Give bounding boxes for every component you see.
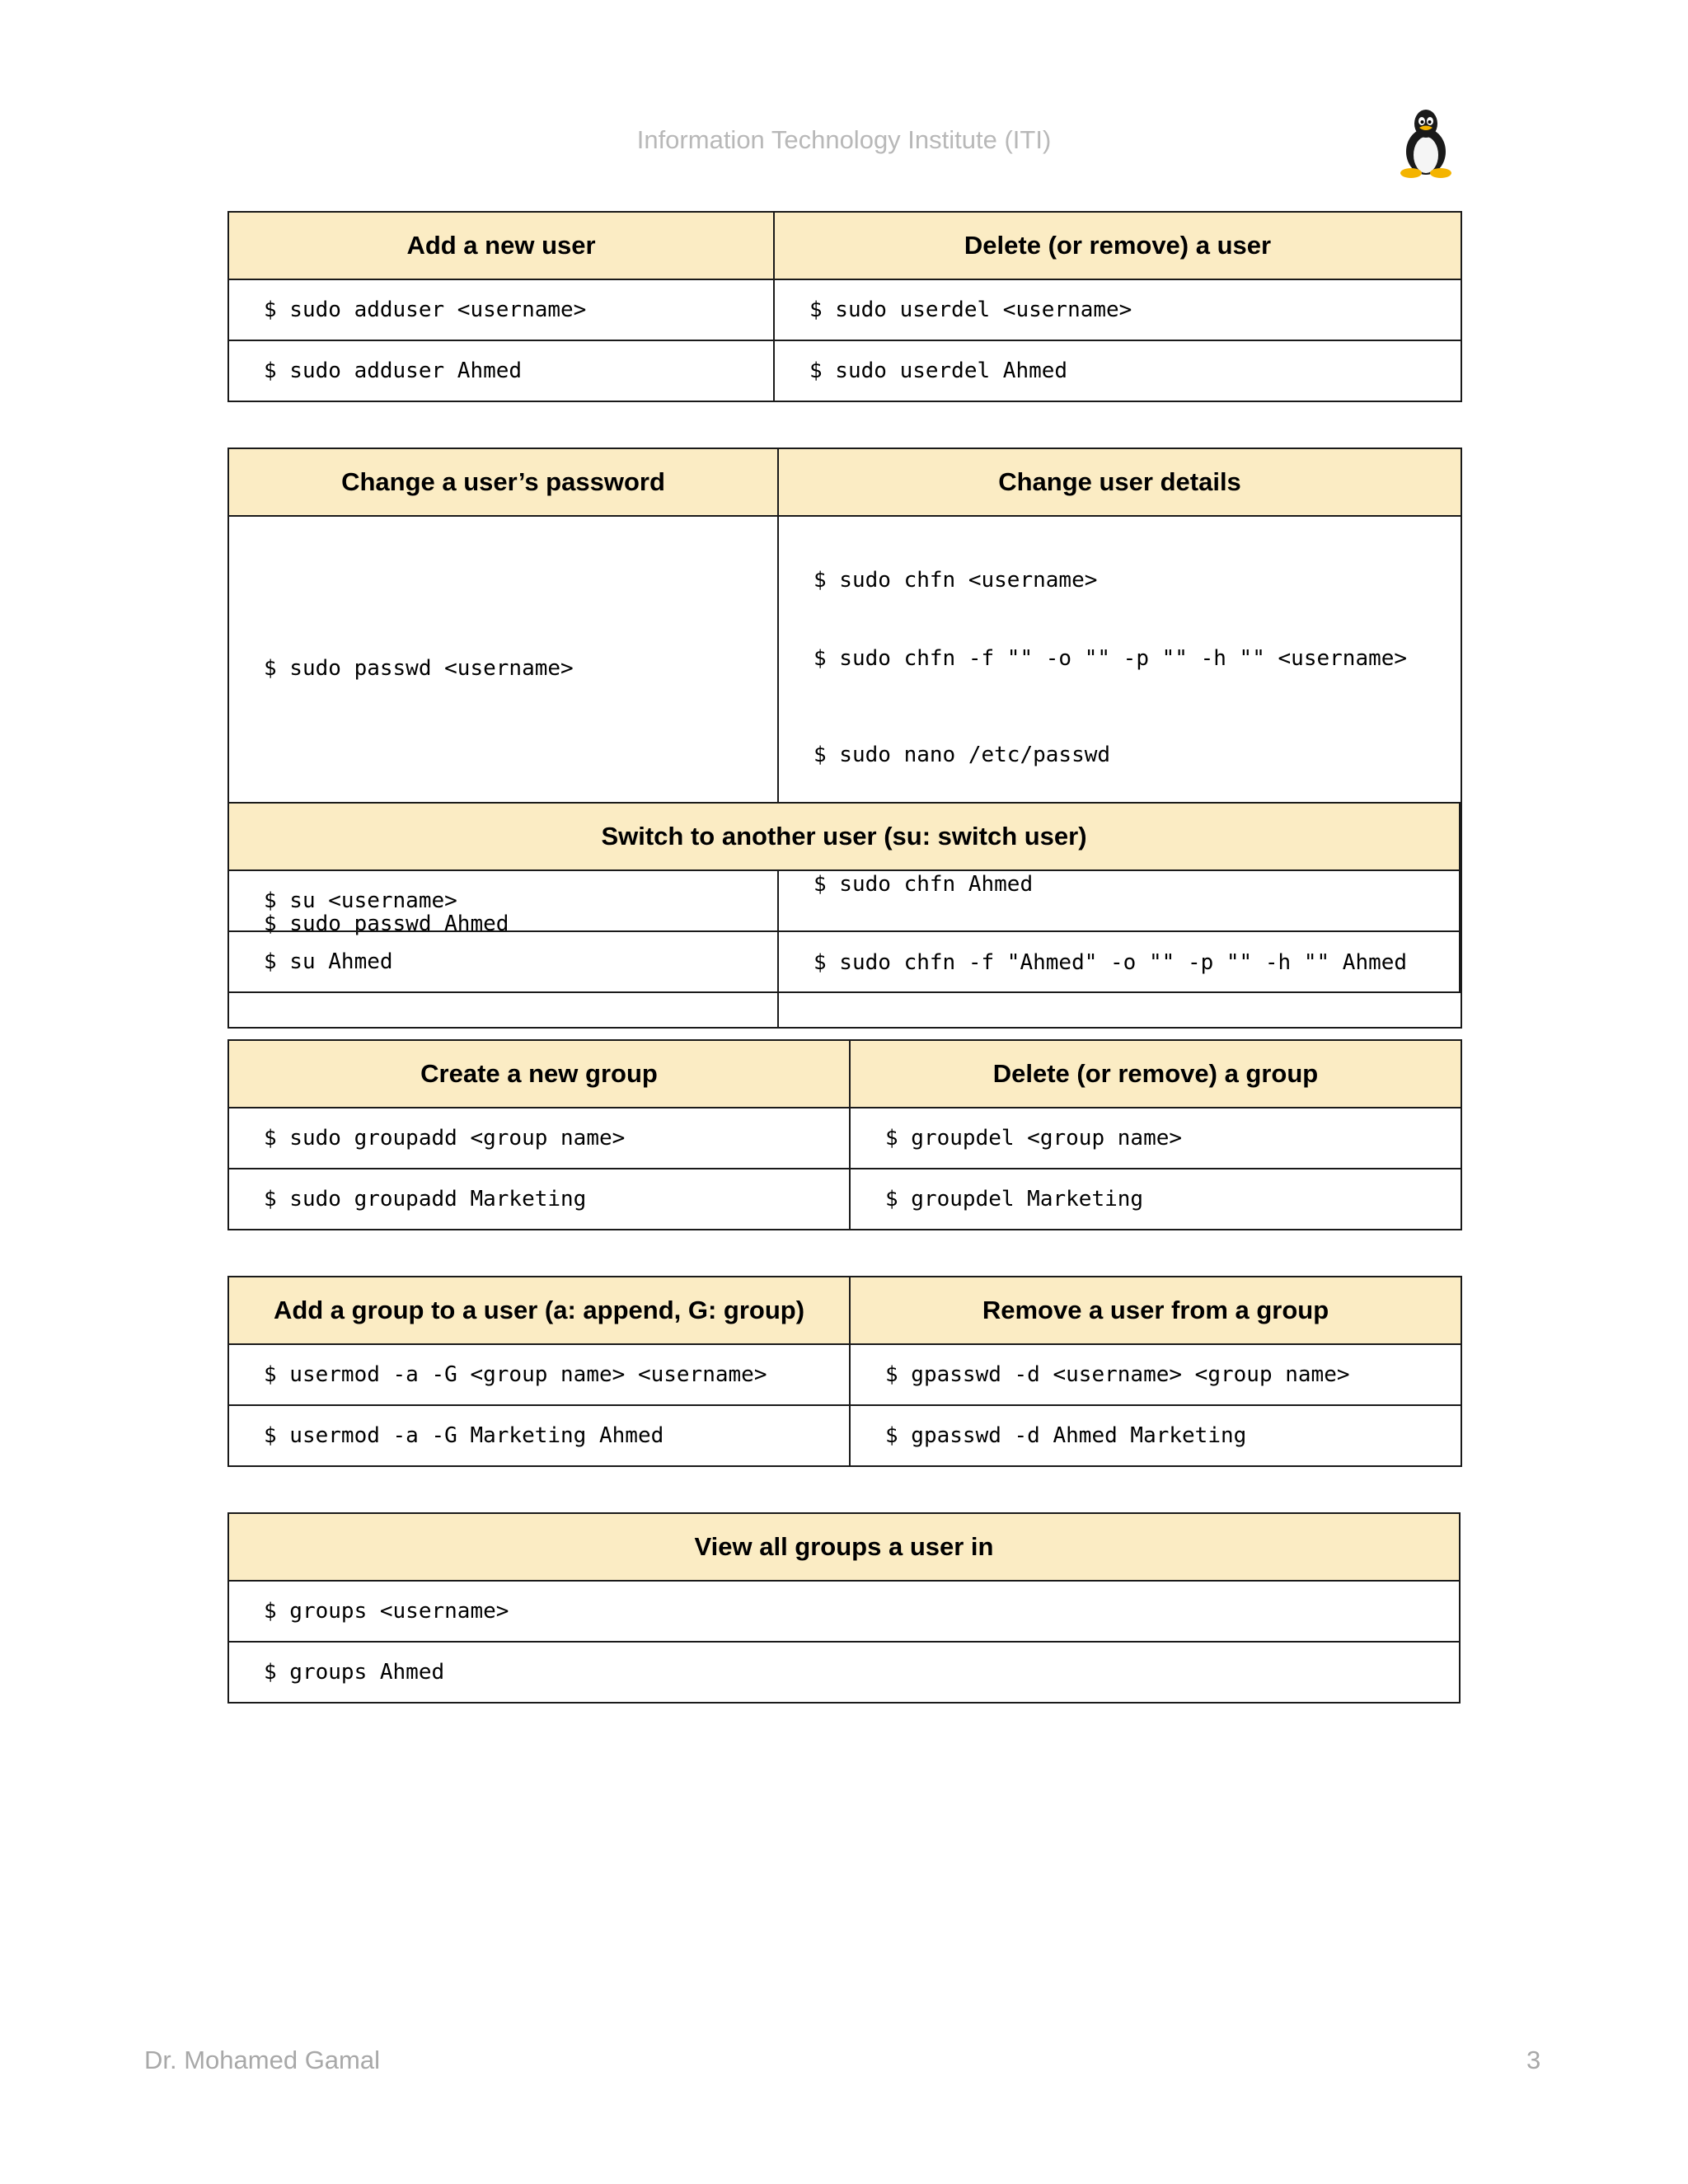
page-number: 3 — [1526, 2046, 1541, 2074]
usermod-example: $ usermod -a -G Marketing Ahmed — [228, 1405, 850, 1466]
view-groups-syntax: $ groups <username> — [228, 1581, 1460, 1642]
switch-user-syntax: $ su <username> — [228, 870, 1460, 931]
page-header-title: Information Technology Institute (ITI) — [636, 125, 1052, 154]
tux-penguin-icon — [1393, 105, 1459, 180]
create-group-syntax: $ sudo groupadd <group name> — [228, 1108, 850, 1169]
create-group-example: $ sudo groupadd Marketing — [228, 1169, 850, 1230]
delete-user-header: Delete (or remove) a user — [774, 212, 1461, 279]
chfn-example-full: $ sudo chfn -f "Ahmed" -o "" -p "" -h "" Ahmed — [814, 950, 1408, 975]
delete-group-syntax: $ groupdel <group name> — [850, 1108, 1461, 1169]
user-add-delete-table — [227, 211, 1462, 402]
delete-group-example: $ groupdel Marketing — [850, 1169, 1461, 1230]
footer-author: Dr. Mohamed Gamal — [144, 2046, 380, 2074]
gpasswd-syntax: $ gpasswd -d <username> <group name> — [850, 1344, 1461, 1405]
change-details-syntax-cell — [778, 516, 1461, 820]
delete-group-header: Delete (or remove) a group — [850, 1040, 1461, 1108]
view-groups-header: View all groups a user in — [228, 1513, 1460, 1581]
group-membership-table — [227, 1276, 1462, 1467]
delete-user-example: $ sudo userdel Ahmed — [774, 340, 1461, 401]
add-user-header: Add a new user — [228, 212, 774, 279]
change-password-example: $ sudo passwd Ahmed — [228, 820, 778, 1028]
chfn-syntax-basic: $ sudo chfn <username> — [814, 568, 1098, 593]
add-user-example: $ sudo adduser Ahmed — [228, 340, 774, 401]
delete-user-syntax: $ sudo userdel <username> — [774, 279, 1461, 340]
chfn-syntax-full: $ sudo chfn -f "" -o "" -p "" -h "" <username> — [814, 646, 1408, 671]
add-user-syntax: $ sudo adduser <username> — [228, 279, 774, 340]
chfn-example-basic: $ sudo chfn Ahmed — [814, 872, 1034, 897]
gpasswd-example: $ gpasswd -d Ahmed Marketing — [850, 1405, 1461, 1466]
add-group-to-user-header: Add a group to a user (a: append, G: group) — [228, 1277, 850, 1344]
view-groups-table — [227, 1512, 1461, 1704]
switch-user-table — [227, 802, 1461, 993]
view-groups-example: $ groups Ahmed — [228, 1642, 1460, 1703]
create-group-header: Create a new group — [228, 1040, 850, 1108]
group-create-delete-table — [227, 1039, 1462, 1230]
change-password-syntax: $ sudo passwd <username> — [228, 516, 778, 820]
switch-user-header: Switch to another user (su: switch user) — [228, 803, 1460, 870]
remove-user-from-group-header: Remove a user from a group — [850, 1277, 1461, 1344]
usermod-syntax: $ usermod -a -G <group name> <username> — [228, 1344, 850, 1405]
change-details-header: Change user details — [778, 448, 1461, 516]
nano-passwd-syntax: $ sudo nano /etc/passwd — [814, 743, 1111, 767]
switch-user-example: $ su Ahmed — [228, 931, 1460, 992]
change-password-header: Change a user’s password — [228, 448, 778, 516]
